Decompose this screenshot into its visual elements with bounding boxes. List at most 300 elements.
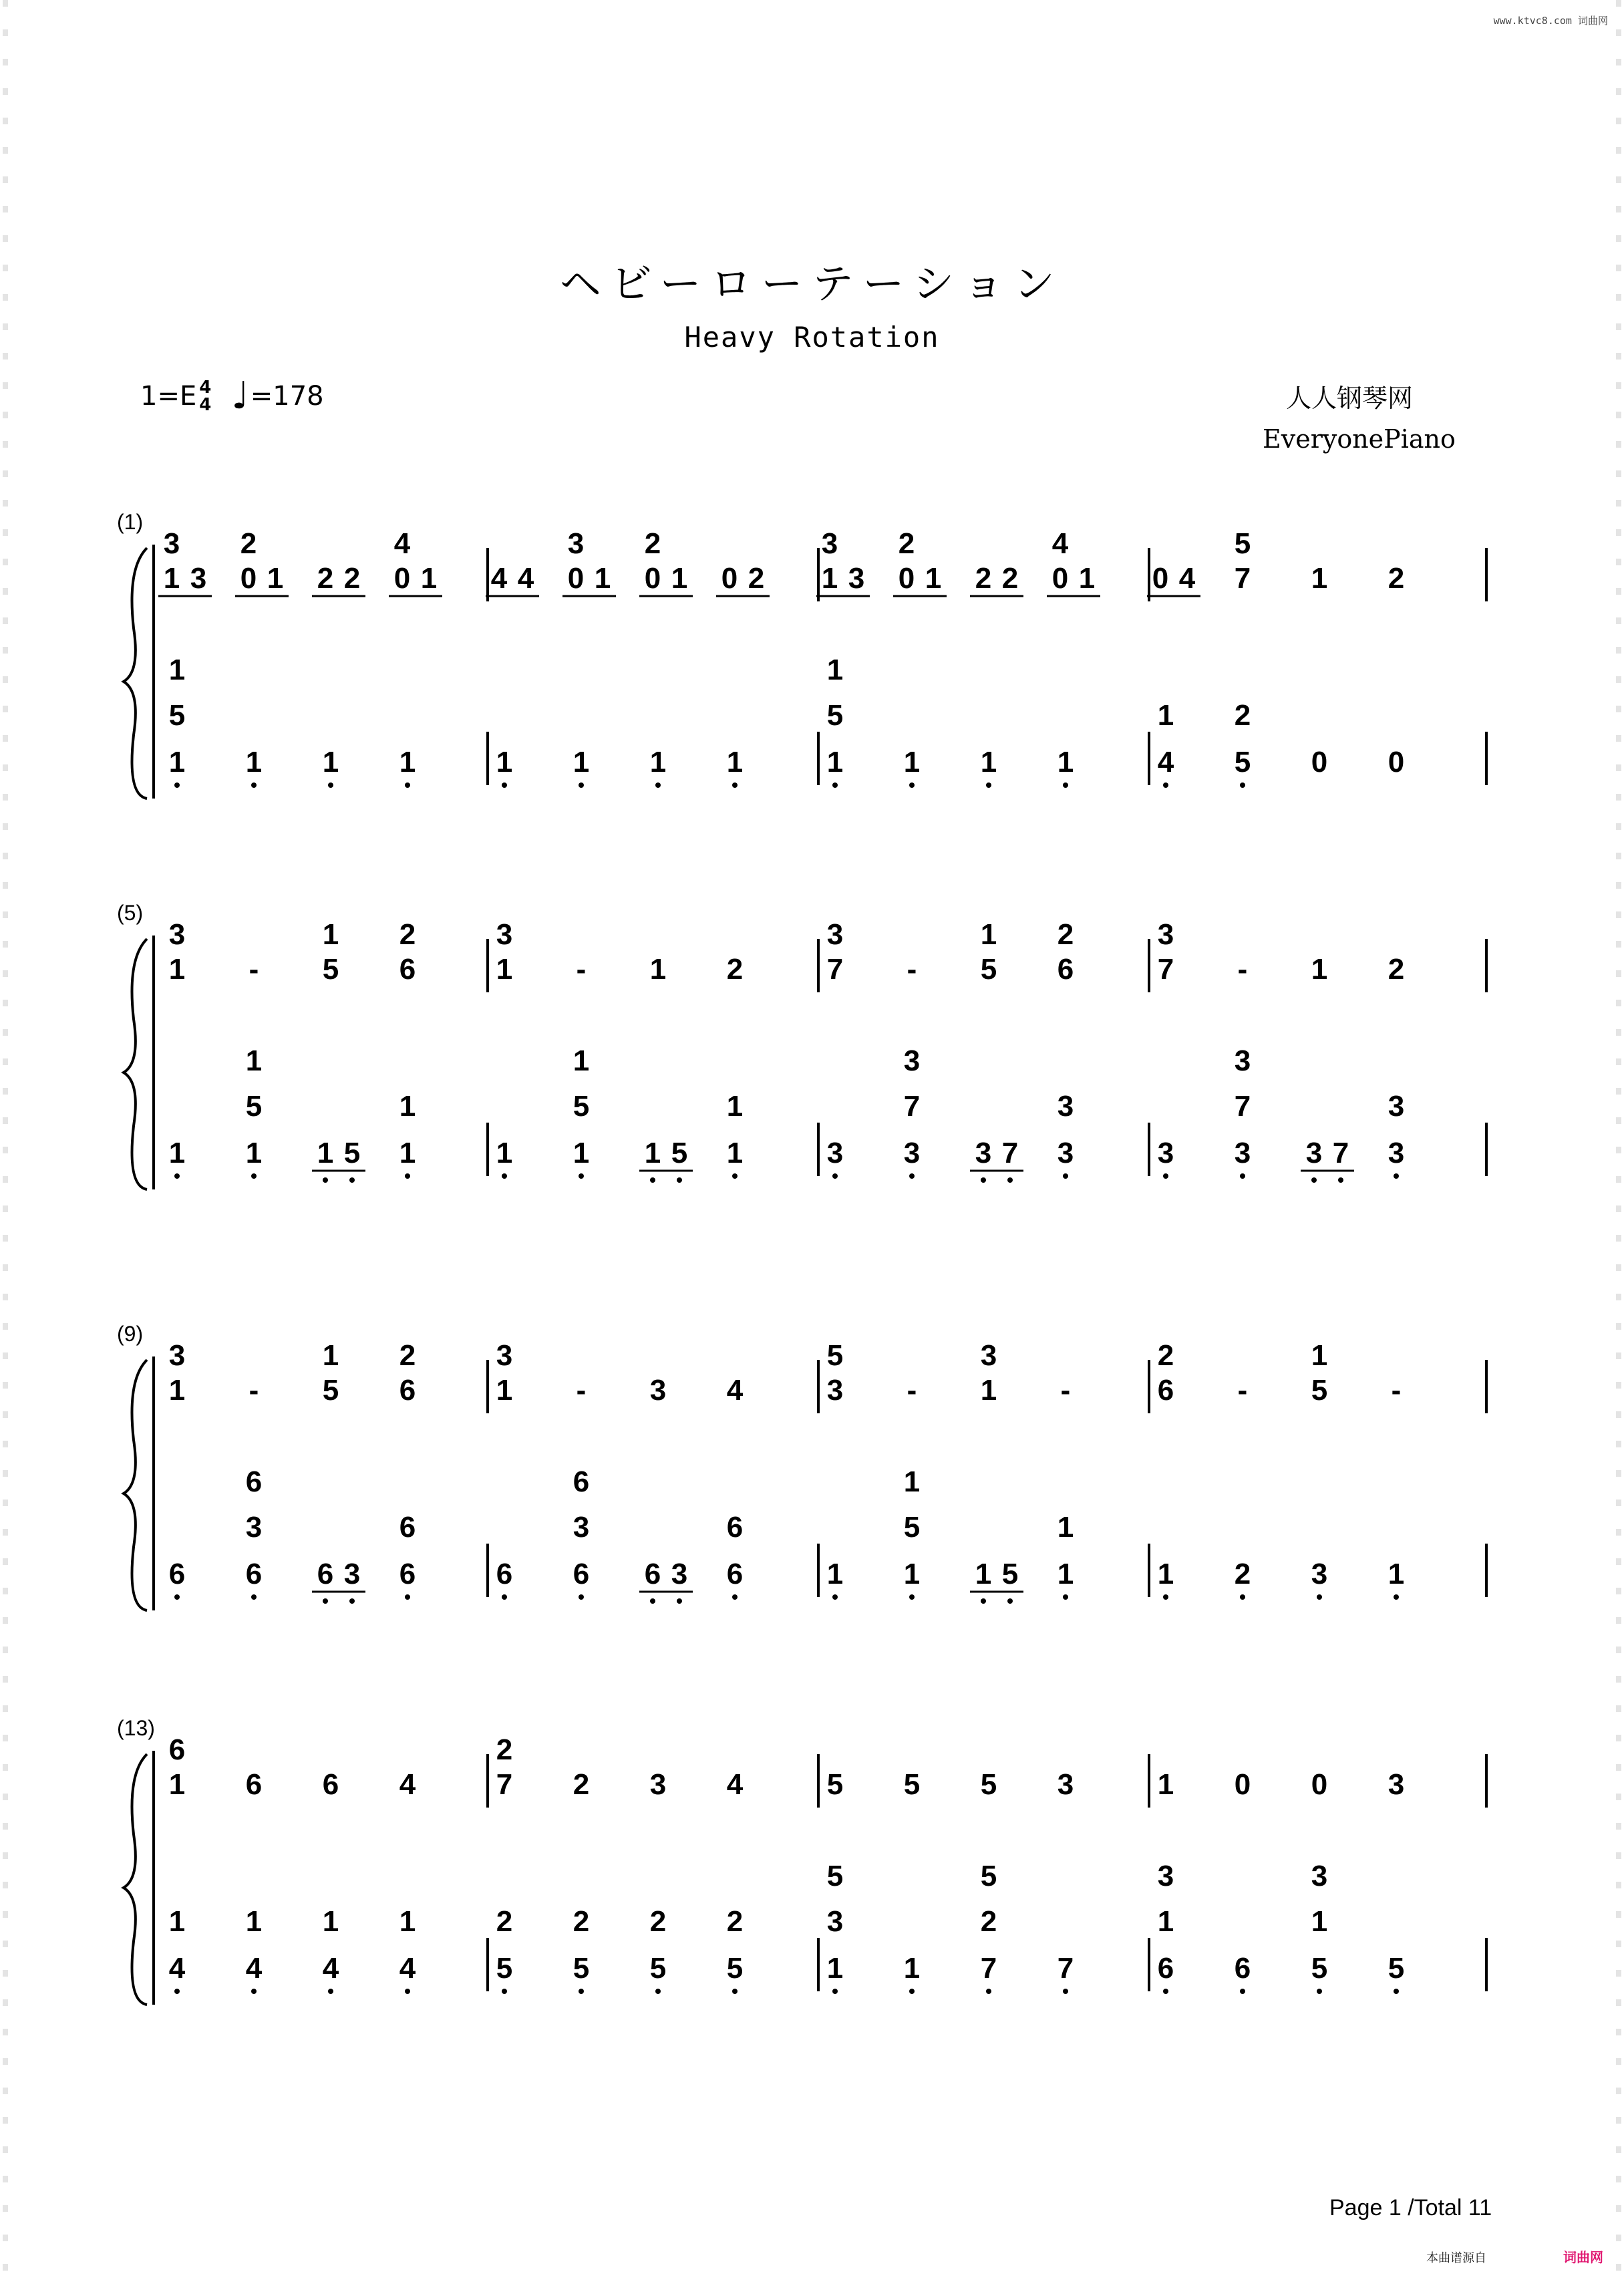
lh-note: 1 xyxy=(975,1558,992,1590)
lh-note: 4 xyxy=(168,1952,186,1985)
octave-dot xyxy=(251,782,257,788)
lh-note: 1 xyxy=(644,1137,661,1169)
rh-note: 5 xyxy=(980,953,997,986)
rh-note: 5 xyxy=(980,1768,997,1801)
octave-dot xyxy=(502,1173,507,1179)
lh-note: 6 xyxy=(644,1558,661,1590)
lh-chord-note: 1 xyxy=(322,1905,339,1938)
rh-note: 0 xyxy=(644,562,661,595)
rh-note: - xyxy=(249,1374,259,1407)
lh-note: 6 xyxy=(496,1558,513,1590)
lh-note: 3 xyxy=(343,1558,361,1590)
octave-dot xyxy=(732,782,738,788)
lh-chord-note: 3 xyxy=(1157,1860,1174,1892)
tempo-text: =178 xyxy=(250,380,324,412)
lh-note: 1 xyxy=(1388,1558,1405,1590)
source-credit: 本曲谱源自 xyxy=(1426,2251,1486,2265)
octave-dot xyxy=(174,1594,180,1600)
lh-note: 1 xyxy=(726,1137,744,1169)
site-logo: 词曲网 xyxy=(1563,2249,1603,2265)
lh-note: 1 xyxy=(245,746,263,778)
rh-note: 0 xyxy=(1234,1768,1251,1801)
lh-chord-note: 3 xyxy=(245,1511,263,1544)
octave-dot xyxy=(323,1177,328,1183)
rh-note: 1 xyxy=(821,562,838,595)
rh-note: - xyxy=(249,953,259,986)
rh-note: 1 xyxy=(671,562,688,595)
rh-chord-note: 1 xyxy=(980,918,997,951)
octave-dot xyxy=(909,782,915,788)
lh-note: 0 xyxy=(1388,746,1405,778)
lh-note: 4 xyxy=(322,1952,339,1985)
lh-note: 3 xyxy=(1305,1137,1323,1169)
lh-note: 1 xyxy=(903,1558,921,1590)
rh-note: 0 xyxy=(393,562,411,595)
rh-note: 4 xyxy=(517,562,534,595)
lh-chord-note: 3 xyxy=(1234,1044,1251,1077)
octave-dot xyxy=(1317,1989,1322,1994)
rh-chord-note: 2 xyxy=(399,918,416,951)
rh-note: 6 xyxy=(399,1374,416,1407)
octave-dot xyxy=(650,1177,655,1183)
lh-chord-note: 3 xyxy=(1388,1090,1405,1123)
rh-chord-note: 3 xyxy=(496,1339,513,1372)
lh-note: 5 xyxy=(671,1137,688,1169)
lh-note: 3 xyxy=(1157,1137,1174,1169)
lh-note: 3 xyxy=(671,1558,688,1590)
lh-chord-note: 3 xyxy=(1057,1090,1074,1123)
rh-note: - xyxy=(1237,953,1248,986)
rh-note: 1 xyxy=(1078,562,1096,595)
octave-dot xyxy=(909,1173,915,1179)
rh-note: 1 xyxy=(1311,953,1328,986)
rh-note: 3 xyxy=(1057,1768,1074,1801)
rh-note: 0 xyxy=(1051,562,1069,595)
lh-note: 5 xyxy=(1234,746,1251,778)
lh-note: 6 xyxy=(317,1558,334,1590)
rh-chord-note: 3 xyxy=(163,527,180,560)
octave-dot xyxy=(1163,1173,1168,1179)
rh-note: - xyxy=(576,1374,587,1407)
rh-chord-note: 3 xyxy=(168,1339,186,1372)
octave-dot xyxy=(832,1173,838,1179)
octave-dot xyxy=(323,1598,328,1604)
rh-note: 3 xyxy=(649,1768,667,1801)
lh-note: 7 xyxy=(1332,1137,1349,1169)
lh-note: 3 xyxy=(1388,1137,1405,1169)
lh-note: 3 xyxy=(1057,1137,1074,1169)
rh-note: 5 xyxy=(1311,1374,1328,1407)
lh-note: 1 xyxy=(826,1558,844,1590)
lh-chord-note: 1 xyxy=(168,1905,186,1938)
octave-dot xyxy=(986,782,991,788)
rh-note: 4 xyxy=(1178,562,1196,595)
rh-chord-note: 6 xyxy=(168,1733,186,1766)
octave-dot xyxy=(251,1989,257,1994)
rh-note: 1 xyxy=(168,1374,186,1407)
lh-note: 1 xyxy=(726,746,744,778)
rh-note: 6 xyxy=(245,1768,263,1801)
rh-chord-note: 3 xyxy=(168,918,186,951)
octave-dot xyxy=(1163,782,1168,788)
rh-note: - xyxy=(907,1374,917,1407)
octave-dot xyxy=(832,782,838,788)
octave-dot xyxy=(677,1598,682,1604)
lh-chord-note: 5 xyxy=(573,1090,590,1123)
lh-chord-note: 7 xyxy=(903,1090,921,1123)
rh-chord-note: 4 xyxy=(393,527,411,560)
rh-note: 3 xyxy=(190,562,207,595)
rh-chord-note: 2 xyxy=(898,527,915,560)
octave-dot xyxy=(405,1594,410,1600)
octave-dot xyxy=(732,1594,738,1600)
rh-note: 2 xyxy=(748,562,765,595)
lh-chord-note: 5 xyxy=(245,1090,263,1123)
rh-chord-note: 2 xyxy=(644,527,661,560)
rh-note: 3 xyxy=(649,1374,667,1407)
rh-chord-note: 3 xyxy=(980,1339,997,1372)
rh-chord-note: 3 xyxy=(826,918,844,951)
lh-chord-note: 2 xyxy=(1234,699,1251,732)
octave-dot xyxy=(174,1989,180,1994)
rh-note: 1 xyxy=(168,953,186,986)
octave-dot xyxy=(1240,1989,1245,1994)
octave-dot xyxy=(502,1989,507,1994)
rh-note: 0 xyxy=(240,562,257,595)
rh-note: - xyxy=(1391,1374,1402,1407)
page-title: ヘビーローテーション xyxy=(559,259,1065,308)
rh-note: 5 xyxy=(322,1374,339,1407)
rh-note: 0 xyxy=(567,562,585,595)
system-brace xyxy=(124,1360,147,1610)
lh-chord-note: 3 xyxy=(826,1905,844,1938)
system-brace xyxy=(124,1754,147,2005)
octave-dot xyxy=(349,1177,355,1183)
octave-dot xyxy=(650,1598,655,1604)
octave-dot xyxy=(655,1989,661,1994)
lh-note: 3 xyxy=(903,1137,921,1169)
lh-note: 6 xyxy=(573,1558,590,1590)
lh-note: 1 xyxy=(496,1137,513,1169)
rh-note: - xyxy=(1237,1374,1248,1407)
lh-note: 6 xyxy=(399,1558,416,1590)
lh-note: 1 xyxy=(1157,1558,1174,1590)
lh-chord-note: 1 xyxy=(245,1044,263,1077)
rh-note: 0 xyxy=(1152,562,1169,595)
octave-dot xyxy=(1311,1177,1317,1183)
lh-chord-note: 6 xyxy=(573,1465,590,1498)
lh-note: 3 xyxy=(826,1137,844,1169)
lh-chord-note: 3 xyxy=(573,1511,590,1544)
rh-note: - xyxy=(576,953,587,986)
lh-note: 3 xyxy=(1234,1137,1251,1169)
rh-note: - xyxy=(1060,1374,1071,1407)
lh-note: 1 xyxy=(826,746,844,778)
system-number: (1) xyxy=(117,510,144,534)
rh-note: 1 xyxy=(168,1768,186,1801)
octave-dot xyxy=(328,1989,333,1994)
rh-note: 0 xyxy=(898,562,915,595)
system-number: (9) xyxy=(117,1322,144,1346)
rh-note: - xyxy=(907,953,917,986)
rh-note: 5 xyxy=(903,1768,921,1801)
lh-note: 1 xyxy=(573,746,590,778)
octave-dot xyxy=(1007,1177,1013,1183)
lh-note: 5 xyxy=(496,1952,513,1985)
lh-note: 1 xyxy=(980,746,997,778)
lh-chord-note: 6 xyxy=(726,1511,744,1544)
lh-chord-note: 3 xyxy=(1311,1860,1328,1892)
octave-dot xyxy=(579,1989,584,1994)
rh-note: 1 xyxy=(980,1374,997,1407)
rh-note: 4 xyxy=(726,1374,744,1407)
octave-dot xyxy=(1240,1594,1245,1600)
octave-dot xyxy=(1163,1989,1168,1994)
rh-note: 1 xyxy=(163,562,180,595)
rh-chord-note: 2 xyxy=(496,1733,513,1766)
octave-dot xyxy=(579,1594,584,1600)
rh-chord-note: 2 xyxy=(399,1339,416,1372)
rh-note: 3 xyxy=(848,562,865,595)
lh-chord-note: 6 xyxy=(399,1511,416,1544)
lh-note: 1 xyxy=(1057,746,1074,778)
lh-chord-note: 1 xyxy=(399,1090,416,1123)
lh-chord-note: 1 xyxy=(1157,1905,1174,1938)
time-top: 4 xyxy=(199,377,212,398)
octave-dot xyxy=(1338,1177,1343,1183)
lh-note: 1 xyxy=(168,1137,186,1169)
rh-note: 5 xyxy=(826,1768,844,1801)
rh-note: 6 xyxy=(399,953,416,986)
lh-chord-note: 1 xyxy=(168,654,186,686)
rh-note: 1 xyxy=(1311,562,1328,595)
lh-chord-note: 1 xyxy=(1157,699,1174,732)
lh-note: 5 xyxy=(1388,1952,1405,1985)
system-number: (13) xyxy=(117,1716,155,1740)
rh-note: 6 xyxy=(1057,953,1074,986)
lh-chord-note: 5 xyxy=(826,699,844,732)
rh-note: 5 xyxy=(322,953,339,986)
rh-note: 2 xyxy=(573,1768,590,1801)
rh-note: 3 xyxy=(1388,1768,1405,1801)
rh-chord-note: 4 xyxy=(1051,527,1069,560)
lh-note: 1 xyxy=(496,746,513,778)
lh-note: 1 xyxy=(573,1137,590,1169)
lh-note: 3 xyxy=(975,1137,992,1169)
lh-note: 6 xyxy=(1157,1952,1174,1985)
system-brace xyxy=(124,548,147,799)
rh-note: 2 xyxy=(1388,953,1405,986)
octave-dot xyxy=(251,1594,257,1600)
octave-dot xyxy=(1063,1173,1068,1179)
octave-dot xyxy=(174,1173,180,1179)
lh-note: 5 xyxy=(1311,1952,1328,1985)
octave-dot xyxy=(1063,1989,1068,1994)
octave-dot xyxy=(579,1173,584,1179)
rh-chord-note: 5 xyxy=(1234,527,1251,560)
rh-chord-note: 2 xyxy=(1157,1339,1174,1372)
rh-note: 7 xyxy=(496,1768,513,1801)
rh-note: 0 xyxy=(721,562,738,595)
system-number: (5) xyxy=(117,901,144,925)
lh-note: 6 xyxy=(1234,1952,1251,1985)
key-label: 1=E xyxy=(140,380,197,412)
octave-dot xyxy=(1063,1594,1068,1600)
octave-dot xyxy=(986,1989,991,1994)
lh-note: 1 xyxy=(399,746,416,778)
lh-note: 1 xyxy=(322,746,339,778)
lh-note: 6 xyxy=(726,1558,744,1590)
rh-note: 2 xyxy=(343,562,361,595)
page-subtitle: Heavy Rotation xyxy=(684,321,940,353)
octave-dot xyxy=(909,1989,915,1994)
octave-dot xyxy=(732,1173,738,1179)
lh-note: 0 xyxy=(1311,746,1328,778)
lh-note: 1 xyxy=(399,1137,416,1169)
lh-chord-note: 1 xyxy=(903,1465,921,1498)
lh-chord-note: 1 xyxy=(826,654,844,686)
lh-note: 4 xyxy=(1157,746,1174,778)
octave-dot xyxy=(732,1989,738,1994)
octave-dot xyxy=(981,1598,986,1604)
lh-note: 5 xyxy=(573,1952,590,1985)
rh-chord-note: 2 xyxy=(1057,918,1074,951)
lh-note: 4 xyxy=(399,1952,416,1985)
lh-chord-note: 5 xyxy=(826,1860,844,1892)
octave-dot xyxy=(655,782,661,788)
site-name-cn: 人人钢琴网 xyxy=(1286,384,1414,413)
octave-dot xyxy=(174,782,180,788)
lh-note: 2 xyxy=(1234,1558,1251,1590)
lh-chord-note: 5 xyxy=(980,1860,997,1892)
rh-chord-note: 2 xyxy=(240,527,257,560)
octave-dot xyxy=(405,1989,410,1994)
octave-dot xyxy=(1063,782,1068,788)
octave-dot xyxy=(502,1594,507,1600)
rh-note: 1 xyxy=(925,562,942,595)
octave-dot xyxy=(677,1177,682,1183)
lh-note: 5 xyxy=(649,1952,667,1985)
octave-dot xyxy=(1163,1594,1168,1600)
lh-note: 7 xyxy=(980,1952,997,1985)
lh-note: 1 xyxy=(1057,1558,1074,1590)
octave-dot xyxy=(1394,1594,1399,1600)
rh-note: 0 xyxy=(1311,1768,1328,1801)
lh-chord-note: 1 xyxy=(1311,1905,1328,1938)
rh-note: 2 xyxy=(726,953,744,986)
octave-dot xyxy=(502,782,507,788)
rh-note: 1 xyxy=(420,562,438,595)
lh-chord-note: 6 xyxy=(245,1465,263,1498)
rh-chord-note: 3 xyxy=(821,527,838,560)
octave-dot xyxy=(832,1989,838,1994)
rh-chord-note: 3 xyxy=(1157,918,1174,951)
rh-chord-note: 3 xyxy=(567,527,585,560)
rh-note: 1 xyxy=(649,953,667,986)
octave-dot xyxy=(328,782,333,788)
rh-chord-note: 1 xyxy=(322,1339,339,1372)
rh-note: 4 xyxy=(490,562,508,595)
lh-chord-note: 7 xyxy=(1234,1090,1251,1123)
rh-note: 1 xyxy=(496,1374,513,1407)
rh-note: 2 xyxy=(1388,562,1405,595)
rh-note: 7 xyxy=(1157,953,1174,986)
source-url: www.ktvc8.com 词曲网 xyxy=(1493,15,1608,27)
rh-note: 1 xyxy=(594,562,611,595)
lh-chord-note: 3 xyxy=(903,1044,921,1077)
quarter-note-icon: ♩ xyxy=(231,374,249,418)
lh-note: 6 xyxy=(168,1558,186,1590)
octave-dot xyxy=(832,1594,838,1600)
time-bottom: 4 xyxy=(199,394,212,415)
octave-dot xyxy=(405,1173,410,1179)
lh-note: 1 xyxy=(826,1952,844,1985)
octave-dot xyxy=(1394,1989,1399,1994)
rh-note: 4 xyxy=(399,1768,416,1801)
site-name-en: EveryonePiano xyxy=(1263,424,1456,454)
lh-chord-note: 2 xyxy=(980,1905,997,1938)
lh-chord-note: 1 xyxy=(573,1044,590,1077)
rh-chord-note: 1 xyxy=(1311,1339,1328,1372)
lh-note: 5 xyxy=(343,1137,361,1169)
octave-dot xyxy=(909,1594,915,1600)
octave-dot xyxy=(349,1598,355,1604)
lh-note: 6 xyxy=(245,1558,263,1590)
octave-dot xyxy=(579,782,584,788)
rh-note: 1 xyxy=(267,562,284,595)
lh-note: 7 xyxy=(1001,1137,1019,1169)
rh-note: 6 xyxy=(322,1768,339,1801)
lh-note: 1 xyxy=(903,1952,921,1985)
lh-note: 1 xyxy=(168,746,186,778)
octave-dot xyxy=(1317,1594,1322,1600)
octave-dot xyxy=(405,782,410,788)
lh-chord-note: 5 xyxy=(168,699,186,732)
lh-note: 1 xyxy=(903,746,921,778)
rh-note: 1 xyxy=(496,953,513,986)
rh-note: 2 xyxy=(975,562,992,595)
rh-chord-note: 5 xyxy=(826,1339,844,1372)
lh-chord-note: 5 xyxy=(903,1511,921,1544)
system-brace xyxy=(124,939,147,1189)
lh-chord-note: 1 xyxy=(245,1905,263,1938)
rh-note: 1 xyxy=(1157,1768,1174,1801)
lh-chord-note: 2 xyxy=(573,1905,590,1938)
octave-dot xyxy=(1007,1598,1013,1604)
octave-dot xyxy=(1240,782,1245,788)
rh-chord-note: 3 xyxy=(496,918,513,951)
lh-chord-note: 1 xyxy=(1057,1511,1074,1544)
lh-note: 5 xyxy=(726,1952,744,1985)
lh-note: 4 xyxy=(245,1952,263,1985)
octave-dot xyxy=(981,1177,986,1183)
lh-chord-note: 2 xyxy=(649,1905,667,1938)
lh-note: 1 xyxy=(317,1137,334,1169)
lh-note: 7 xyxy=(1057,1952,1074,1985)
lh-note: 1 xyxy=(245,1137,263,1169)
lh-note: 1 xyxy=(649,746,667,778)
rh-note: 7 xyxy=(1234,562,1251,595)
lh-chord-note: 1 xyxy=(726,1090,744,1123)
octave-dot xyxy=(251,1173,257,1179)
rh-note: 7 xyxy=(826,953,844,986)
octave-dot xyxy=(1394,1173,1399,1179)
rh-note: 2 xyxy=(317,562,334,595)
rh-note: 3 xyxy=(826,1374,844,1407)
rh-note: 6 xyxy=(1157,1374,1174,1407)
lh-chord-note: 2 xyxy=(726,1905,744,1938)
lh-chord-note: 1 xyxy=(399,1905,416,1938)
